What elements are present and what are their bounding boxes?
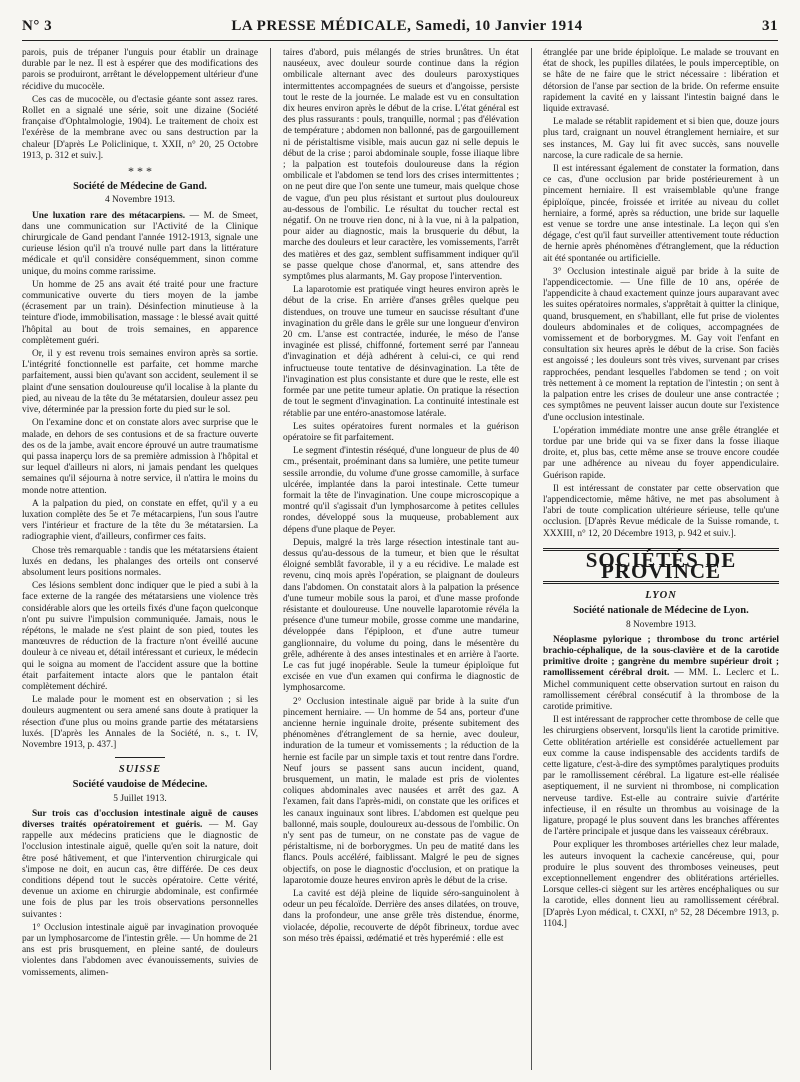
section-banner: SOCIÉTÉS DE PROVINCE: [543, 548, 779, 584]
society-heading: Société vaudoise de Médecine.: [72, 779, 208, 791]
article-intro: [543, 635, 779, 713]
paragraph: Il est intéressant de rapprocher cette thrombose de celle que les chirurgiens observent, lorsqu'ils lient la carotide primitive. Cette oblitération artérielle est considérée actuellement par eux comme la cause indispensable des accidents tardifs de cette ligature, c'est-à-dire des symptômes paralytiques produits par le ramollissement cérébral. La ligature est-elle réalisée aseptiquement, il ne survient ni thrombose, ni complication nerveuse tardive. Est-elle au contraire suivie d'artérite infectieuse, il en résulte un thrombus au voisinage de la ligature, propagé le plus souvent dans les branches afférentes de l'artère principale et jusque dans les vaisseaux cérébraux.: [543, 715, 779, 838]
article-title: Une luxation rare des métacarpiens.: [32, 210, 186, 221]
article-intro: [22, 211, 258, 278]
paragraph: Les suites opératoires furent normales et la guérison opératoire se fit parfaitement.: [283, 421, 519, 443]
section-ornament: * * *: [128, 164, 152, 179]
column-divider: [531, 48, 532, 1070]
paragraph: Pour expliquer les thromboses artérielles chez leur malade, les auteurs invoquent la cachexie cancéreuse, qui, pour produire le plus souvent des thromboses veineuses, peut exceptionnellement engendrer des oblitérations artérielles. Lorsque celles-ci siègent sur les artères encéphaliques ou sur la carotide, elles donnent lieu au ramollissement cérébral. [D'après Lyon médical, t. CXXI, n° 52, 28 Décembre 1913, p. 1104.]: [543, 840, 779, 929]
paragraph: Le malade se rétablit rapidement et si bien que, douze jours plus tard, craignant un nouvel étranglement herniaire, et sur ses instances, M. Gay lui fit avec succès, sans nouvelle narcose, la cure radicale de sa hernie.: [543, 117, 779, 161]
society-heading: Société nationale de Médecine de Lyon.: [573, 605, 749, 617]
city-heading: LYON: [645, 590, 677, 602]
paragraph: 1° Occlusion intestinale aiguë par invagination provoquée par un lymphosarcome de l'intestin grêle. — Un homme de 21 ans est pris brusquement, en pleine santé, de douleurs violentes dans l'abdomen avec évanouissements, suivies de vomissements, alimen-: [22, 922, 258, 978]
session-date: 8 Novembre 1913.: [625, 619, 697, 630]
paragraph: Un homme de 25 ans avait été traité pour une fracture communicative ouverte du tiers moyen de la jambe (écrasement par un train). Désinfection minutieuse à la teinture d'iode, immobilisation, massage : le blessé avait quitté l'hôpital au bout de trois semaines, en apparence complètement guéri.: [22, 279, 258, 346]
paragraph: 2° Occlusion intestinale aiguë par bride à la suite d'un pincement herniaire. — Un homme de 54 ans, porteur d'une ancienne hernie inguinale droite, présente subitement des phénomènes d'étranglement de sa hernie, avec douleur, induration de la tumeur et vomissements ; la réduction de la hernie est facile par un simple taxis et tout rentre dans l'ordre. Neuf jours se passent sans aucun incident, quand, brusquement, un matin, le malade est pris de violentes coliques abdominales avec nausées et arrêt des gaz. A l'examen, fait dans l'après-midi, on constate que les orifices et les canaux inguinaux sont libres. L'abdomen est quelque peu ballonné, mais souple, douloureux au-dessous de l'ombilic. On n'y sent pas de tumeur, on ne constate pas de vague de péristaltisme, ni de borborygmes. Un peu de matité dans les flancs. Pouls accéléré, faiblissant. Malgré le peu de signes objectifs, on pose le diagnostic d'occlusion, et on pratique la laparotomie douze heures environ après le début de la crise.: [283, 696, 519, 886]
society-heading: Société de Médecine de Gand.: [73, 181, 207, 193]
paragraph: Le malade pour le moment est en observation ; si les douleurs augmentent ou sera amené sans doute à pratiquer la résection d'une plus ou moins grande partie des métatarsiens luxés. [D'après les Annales de la Société, n. s., t. IV, Novembre 1913, p. 437.]: [22, 695, 258, 750]
paragraph: La cavité est déjà pleine de liquide séro-sanguinolent à odeur un peu fécaloïde. Derrière des anses dilatées, on trouve, dans la profondeur, une anse grêle très distendue, énorme, violacée, dépolie, recouverte de dépôt fibrineux, tordue avec son méso très épaissi, œdématié et très hyperémié : elle est: [283, 889, 519, 944]
paragraph: 3° Occlusion intestinale aiguë par bride à la suite de l'appendicectomie. — Une fille de 10 ans, opérée de l'appendicite à chaud exactement quinze jours auparavant avec les suites opératoires normales, s'apprêtait à quitter la clinique, quand, brusquement, en s'habillant, elle fut prise de violentes douleurs abdominales et de coliques, accompagnées de vomissement et de borborygmes. M. Gay voit l'enfant en consultation six heures après le début de la crise. Son faciès est angoissé ; les douleurs sont très vives, survenant par crises rapprochées, pendant lesquelles l'abdomen se tend ; on voit très nettement à ce moment la reptation de l'intestin ; on sent à la palpation entre les crises de douleur une anse contractée ; ces symptômes ne peuvent laisser aucun doute sur l'existence d'une occlusion intestinale.: [543, 266, 779, 423]
separator-rule: [115, 757, 165, 758]
country-heading: SUISSE: [118, 764, 162, 776]
issue-number: N° 3: [22, 17, 53, 34]
journal-title: LA PRESSE MÉDICALE, Samedi, 10 Janvier 1914: [231, 17, 583, 34]
article-title: Sur trois cas d'occlusion intestinale aiguë de causes diverses traités opératoirement et guéris.: [22, 808, 258, 830]
paragraph: parois, puis de trépaner l'unguis pour établir un drainage durable par le nez. Il est à espérer que des modifications des parois se produiront, arrêtant le développement ultérieur d'une récidive du mucocèle.: [22, 48, 258, 92]
paragraph: taires d'abord, puis mélangés de stries brunâtres. Un état nauséeux, avec douleur sourde continue dans la région ombilicale alternant avec des douleurs paroxystiques intermittentes accompagnées de sueurs et d'angoisse, persiste tout le reste de la journée. Le malade est vu en consultation dix heures environ après le début de la crise. L'état général est des plus rassurants : pouls, tranquille, normal ; pas d'élévation de température ; abdomen non ballonné, pas de gargouillement ni de péristaltisme visible, mais aucun gaz ni selle depuis le début de la crise ; paroi abdominale souple, fosse iliaque libre ; la palpation est toutefois douloureuse dans la région ombilicale et l'abdomen se tend lors des crises intermittentes ; on ne peut dire que l'on sente une tumeur, mais quelque chose de vague, d'un peu plus résistant et surtout plus douloureux au-dessous de l'ombilic. Le résultat du toucher rectal est négatif. On ne trouve rien donc, ni à la vue, ni à la palpation, pour aider au diagnostic, mais la brusquerie du début, la marche des douleurs et leur caractère, les vomissements, l'arrêt des matières et des gaz, semblent suffisamment indiquer qu'il se passe quelque chose d'anormal, et, sans attendre des symptômes plus alarmants, M. Gay propose l'intervention.: [283, 48, 519, 283]
paragraph: Il est intéressant de constater par cette observation que l'appendicectomie, même hâtive, ne met pas absolument à l'abri de toute complication ultérieure sérieuse, telle qu'une occlusion. [D'après Revue médicale de la Suisse romande, t. XXXIII, n° 12, 20 Décembre 1913, p. 942 et suiv.].: [543, 483, 779, 539]
paragraph: étranglée par une bride épiploïque. Le malade se trouvant en état de shock, les pupilles dilatées, le pouls imperceptible, on se hâte de ne faire que le strict nécessaire : libération et détorsion de l'anse par section de la bride. On referme ensuite rapidement la cavité en y laissant l'intestin baigné dans le liquide extravasé.: [543, 48, 779, 115]
paragraph: Le segment d'intestin réséqué, d'une longueur de plus de 40 cm., présentait, proéminant dans sa lumière, une petite tumeur sessile arrondie, du volume d'une grosse camomille, à surface ulcérée, implantée dans la paroi intestinale. Cette tumeur formait la tête de l'invagination. Une coupe microscopique a montré qu'il s'agissait d'un lymphosarcome à petites cellules rondes, développé sous la muqueuse, probablement aux dépens d'une plaque de Peyer.: [283, 446, 519, 535]
article-title: Néoplasme pylorique ; thrombose du tronc artériel brachio-céphalique, de la sous-clavière et de la carotide primitive droite ; gangrène du membre supérieur droit ; ramollissement cérébral droit.: [543, 634, 779, 679]
paragraph: Ces lésions semblent donc indiquer que le pied a subi à la face externe de la rangée des métatarsiens une violence très considérable alors que les orteils fixés d'une façon quelconque n'ont pu suivre l'impulsion communiquée. Jamais, nous le répétons, le malade ne s'est plaint de son pied, toutes les manœuvres de réduction de la fracture n'ont éveillé aucune douleur à ce niveau et, détail intéressant et curieux, le médecin qui le soigna au moment de l'accident assure que la bottine était parfaitement intacte alors que le pantalon était complètement déchiré.: [22, 581, 258, 692]
paragraph: Depuis, malgré la très large résection intestinale tant au-dessus qu'au-dessous de la tumeur, et bien que le résultat éloigné semblât favorable, il y a eu récidive. Le malade est revenu, cinq mois après l'opération, se plaignant de douleurs dans l'abdomen. On constatait alors à la palpation la présence d'une tumeur mobile sous la paroi, et d'une masse profonde résistante et douloureuse. Une nouvelle laparotomie révéla la présence d'une tumeur mobile, grosse comme une mandarine, développée dans l'épiploon, et d'une autre tumeur ganglionnaire, du volume du poing, dans le mésentère du grêle, adhérente à des anses intestinales et en arrière à l'aorte. Le cas fut jugé inopérable. Seule la tumeur épiploïque fut excisée en vue d'un examen qui confirma le diagnostic de lymphosarcome.: [283, 537, 519, 694]
column-divider: [270, 48, 271, 1070]
article-intro: [22, 809, 258, 921]
session-date: 5 Juillet 1913.: [113, 793, 167, 804]
column-1: [22, 48, 258, 1070]
page-header: [22, 14, 778, 38]
session-date: 4 Novembre 1913.: [104, 195, 176, 206]
article-text: — M. de Smeet, dans une communication sur l'Activité de la Clinique chirurgicale de Gand pendant l'année 1912-1913, signale une curieuse lésion qu'il n'a trouvé nulle part dans la littérature médicale et qu'il considère conséquemment, sinon comme unique, du moins comme rarissime.: [22, 210, 258, 277]
paragraph: L'opération immédiate montre une anse grêle étranglée et tordue par une bride qui va se fixer dans la fosse iliaque droite, et, plus bas, cette même anse se trouve encore coudée par une adhérence au niveau du foyer appendiculaire. Guérison rapide.: [543, 425, 779, 481]
column-2: [283, 48, 519, 1070]
header-rule: [22, 40, 778, 41]
paragraph: Chose très remarquable : tandis que les métatarsiens étaient luxés en dedans, les phalanges des orteils ont conservé absolument leurs positions normales.: [22, 545, 258, 578]
paragraph: Il est intéressant également de constater la formation, dans ce cas, d'une occlusion par bride postérieurement à un pincement herniaire. Il est vraisemblable qu'une frange épiploïque, pincée, froissée et irritée au niveau du collet herniaire, a formé, après sa réduction, une bride sur laquelle est venue se tordre une anse intestinale. La leçon qui s'en dégage, c'est qu'il faut surveiller attentivement toute réduction de hernie après phénomènes d'étranglement, que la réduction ait été spontanée ou artificielle.: [543, 164, 779, 264]
paragraph: A la palpation du pied, on constate en effet, qu'il y a eu luxation complète des 5e et 7e métacarpiens, l'un sous l'autre vers l'intérieur et fracture de la tête du 3e métatarsien. La radiographie vient, d'ailleurs, confirmer ces faits.: [22, 498, 258, 543]
column-3: [543, 48, 779, 1070]
paragraph: On l'examine donc et on constate alors avec surprise que le malade, en dehors de ses contusions et de sa fracture ouverte des os de la jambe, avait encore éprouvé un autre traumatisme qui passa inaperçu lors de sa première admission à l'hôpital et sur lequel d'ailleurs ni alors, ni jamais pendant les quelques semaines qu'il séjourna à notre service, il n'attira le moins du monde notre attention.: [22, 418, 258, 496]
article-text: — MM. L. Leclerc et L. Michel communiquent cette observation surtout en raison du ramollissement cérébral consécutif à la thrombose de la carotide primitive.: [543, 668, 779, 712]
paragraph: La laparotomie est pratiquée vingt heures environ après le début de la crise. En arrière d'anses grêles quelque peu distendues, on trouve une tumeur en saucisse résultant d'une invagination du grêle dans le grêle sur une longueur d'environ 20 cm. L'anse est contractée, indurée, le méso de l'anse invaginée est plissé, chiffonné, fortement serré par l'anneau d'invagination et déjà adhérent à celui-ci, ce qui rend infructueuse toute tentative de désinvagination. La tête de l'invagination est plus consistante et dure que le reste, elle est formée par une petite tumeur aplatie. On pratique la résection de tout le segment d'invagination. La continuité intestinale est rétablie par une entéro-anastomose latérale.: [283, 285, 519, 419]
paragraph: Ces cas de mucocèle, ou d'ectasie géante sont assez rares. Rollet en a signalé une série, soit une dizaine (Société française d'Ophtalmologie, 1904). Le traitement de choix est l'exérèse de la membrane avec ou sans destruction par la chaleur [D'après Le Policlinique, t. XXII, n° 20, 25 Octobre 1913, p. 312 et suiv.].: [22, 94, 258, 161]
article-text: — M. Gay rappelle aux médecins praticiens que le diagnostic de l'occlusion intestinale aiguë, quelle qu'en soit la nature, doit être posé hâtivement, et que l'intervention chirurgicale qui s'impose ne doit, en aucun cas, être différée. De ces deux conditions dépend tout le succès opératoire. Cette vérité, devenue un axiome en chirurgie abdominale, est confirmée une fois de plus par les trois observations personnelles suivantes :: [22, 820, 258, 920]
page-number: 31: [761, 17, 778, 34]
paragraph: Or, il y est revenu trois semaines environ après sa sortie. L'intégrité fonctionnelle est parfaite, cet homme marche parfaitement, aussi bien qu'avant son accident, seulement il se plaint d'une sensation douloureuse qu'il localise à la plante du pied, au niveau de la tête du 3e métatarsien, douleur assez peu vive, déterminée par la pression forte du pied sur le sol.: [22, 349, 258, 416]
